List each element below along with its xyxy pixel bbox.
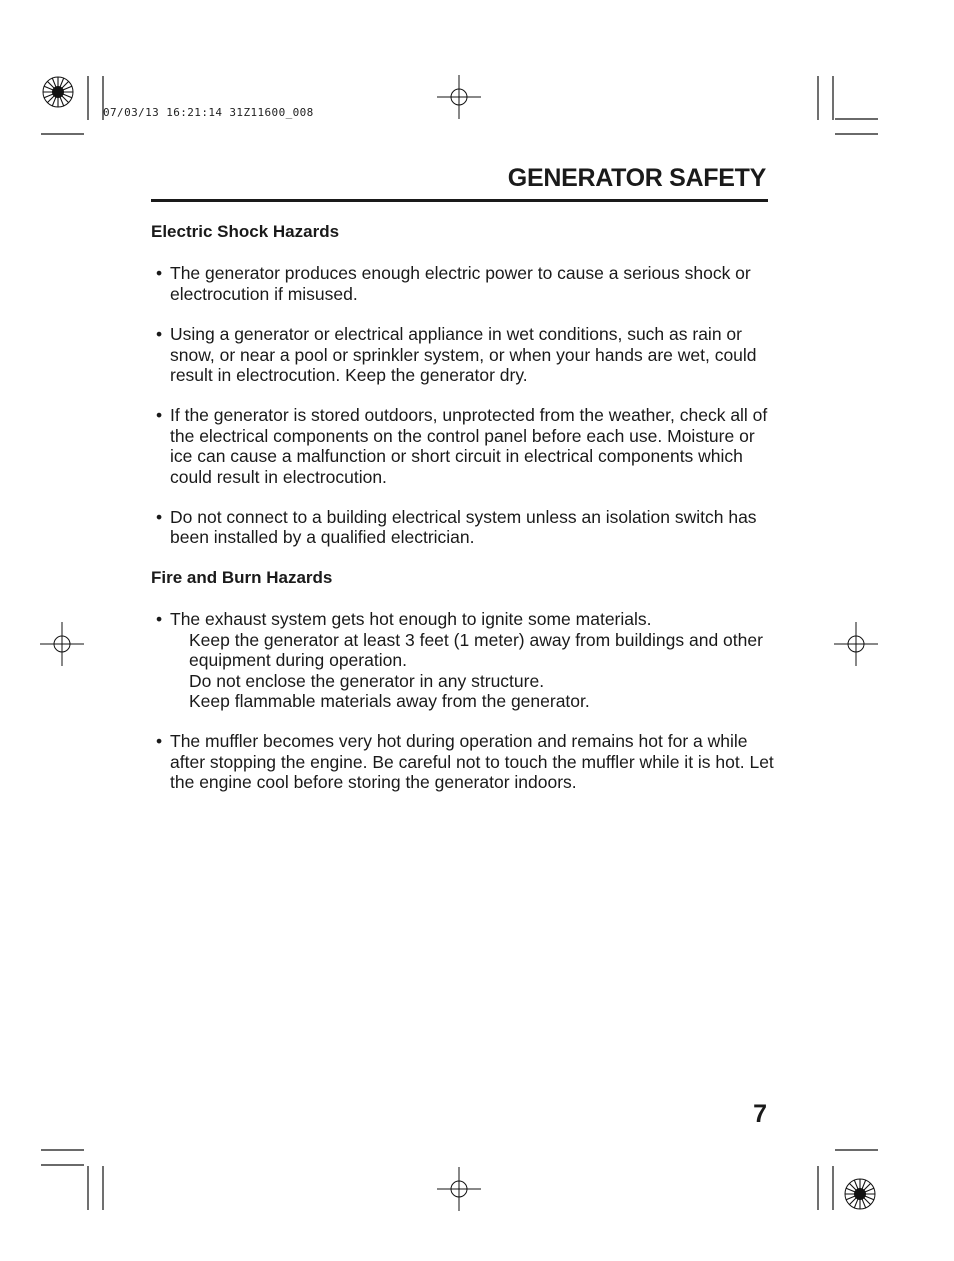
bullet-symbol: • <box>156 507 163 528</box>
bullet-symbol: • <box>156 405 163 426</box>
sub-line: Do not enclose the generator in any structure. <box>189 670 545 691</box>
bullet-symbol: • <box>156 731 163 752</box>
bullet-text: Do not connect to a building electrical system unless an isolation switch has been installed by a qualified electrician. <box>170 507 757 548</box>
bullet-symbol: • <box>156 324 163 345</box>
sub-line: Keep the generator at least 3 feet (1 meter) away from buildings and other equipment during operation. <box>189 629 763 671</box>
registration-target-bottom <box>437 1167 481 1211</box>
bullet-text: The muffler becomes very hot during operation and remains hot for a while after stopping the engine. Be careful not to touch the muffler while it is hot. Let the engine cool before storing the generator indoors. <box>170 731 774 793</box>
page-content <box>151 222 776 793</box>
sub-line: Keep flammable materials away from the generator. <box>189 690 590 711</box>
print-slug: 07/03/13 16:21:14 31Z11600_008 <box>103 106 314 119</box>
electric-bullet-3 <box>151 405 776 487</box>
title-rule <box>151 199 768 202</box>
starburst-mark-bottom-right <box>845 1179 875 1209</box>
bullet-text: The generator produces enough electric power to cause a serious shock or electrocution if misused. <box>170 263 751 304</box>
fire-burn-heading: Fire and Burn Hazards <box>151 567 333 587</box>
bullet-symbol: • <box>156 609 163 630</box>
fire-bullet-1 <box>151 609 776 711</box>
registration-target-left <box>40 622 84 666</box>
electric-shock-heading: Electric Shock Hazards <box>151 222 340 241</box>
bullet-text: If the generator is stored outdoors, unprotected from the weather, check all of the electrical components on the control panel before each use. Moisture or ice can cause a malfunction or short circuit in electrical components which could result in electrocution. <box>170 405 768 487</box>
page-number: 7 <box>753 1100 767 1128</box>
electric-bullet-1 <box>151 263 776 304</box>
bullet-text: Using a generator or electrical appliance in wet conditions, such as rain or snow, or near a pool or sprinkler system, or when your hands are wet, could result in electrocution. Keep the generator dry. <box>170 324 757 386</box>
bullet-text: The exhaust system gets hot enough to ignite some materials. <box>170 609 652 630</box>
electric-bullet-2 <box>151 324 776 385</box>
registration-target-top <box>437 75 481 119</box>
section-title: GENERATOR SAFETY <box>507 164 766 192</box>
bullet-symbol: • <box>156 263 163 284</box>
electric-bullet-4 <box>151 507 776 548</box>
registration-target-right <box>834 622 878 666</box>
starburst-mark-top-left <box>43 77 73 107</box>
fire-bullet-2 <box>151 731 776 792</box>
